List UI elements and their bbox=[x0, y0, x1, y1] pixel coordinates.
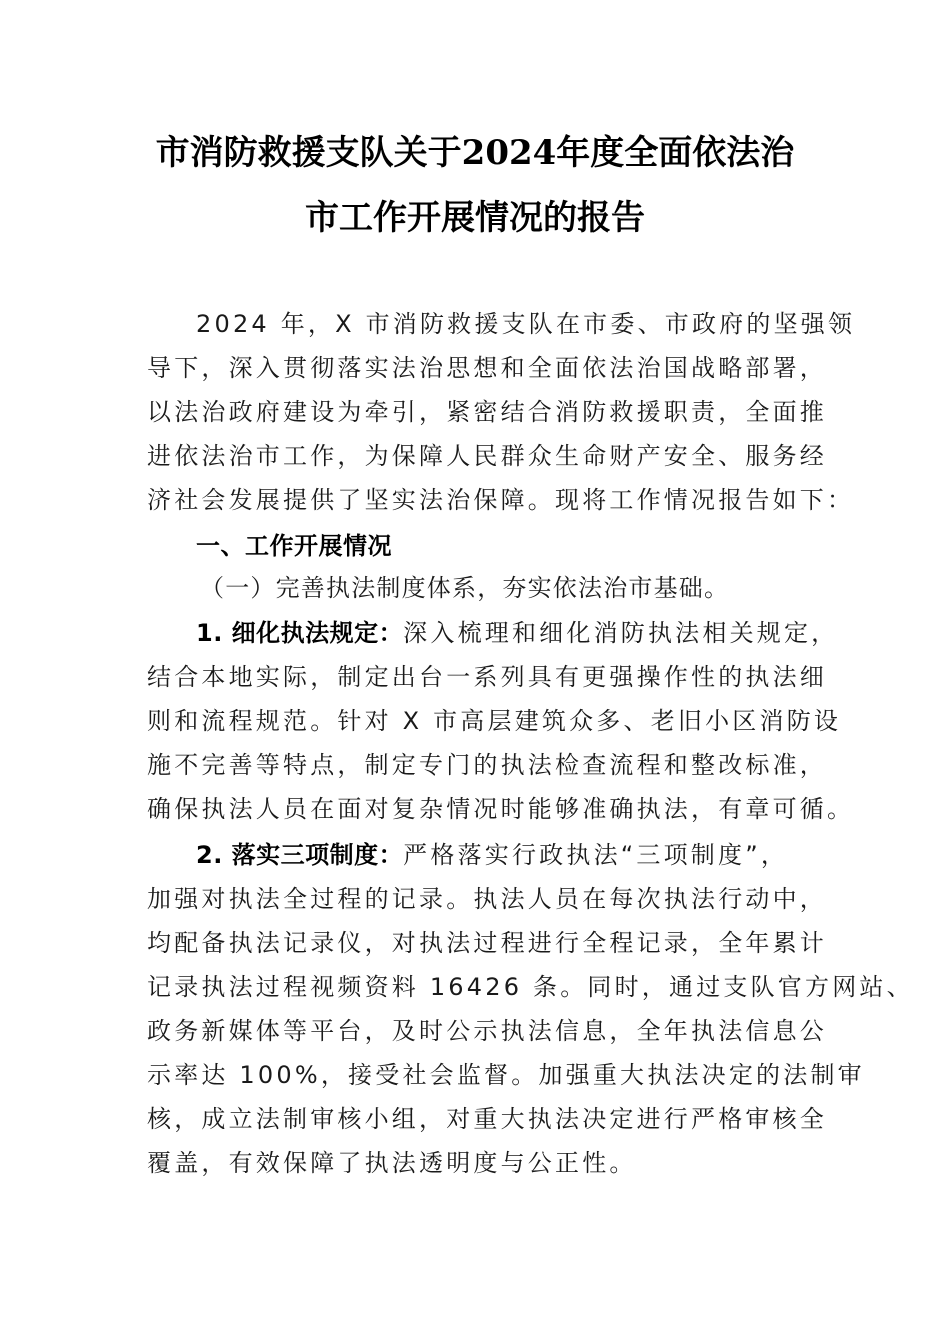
item-2-line-4: 记录执法过程视频资料 16426 条。同时，通过支队官方网站、 bbox=[147, 973, 914, 1001]
item-2-label: 2. 落实三项制度： bbox=[196, 841, 404, 869]
item-2-line-6: 示率达 100%，接受社会监督。加强重大执法决定的法制审 bbox=[147, 1061, 865, 1089]
item-2-line-8: 覆盖，有效保障了执法透明度与公正性。 bbox=[147, 1149, 637, 1177]
subsection-heading: （一）完善执法制度体系，夯实依法治市基础。 bbox=[200, 574, 730, 602]
item-2-line-2: 加强对执法全过程的记录。执法人员在每次执法行动中， bbox=[147, 885, 827, 913]
intro-paragraph-line-2: 导下，深入贯彻落实法治思想和全面依法治国战略部署， bbox=[147, 354, 827, 382]
item-2-first-line-text: 严格落实行政执法“三项制度”， bbox=[403, 841, 789, 869]
item-1-first-line bbox=[196, 618, 886, 648]
document-title-line-1: 市消防救援支队关于2024年度全面依法治 bbox=[155, 133, 795, 173]
intro-paragraph-line-1: 2024 年，X 市消防救援支队在市委、市政府的坚强领 bbox=[196, 310, 856, 338]
document-title-line-2: 市工作开展情况的报告 bbox=[305, 198, 645, 238]
item-2-line-3: 均配备执法记录仪，对执法过程进行全程记录，全年累计 bbox=[147, 929, 827, 957]
item-2-line-7: 核，成立法制审核小组，对重大执法决定进行严格审核全 bbox=[147, 1105, 827, 1133]
item-1-first-line-text: 深入梳理和细化消防执法相关规定， bbox=[403, 619, 839, 647]
intro-paragraph-line-3: 以法治政府建设为牵引，紧密结合消防救援职责，全面推 bbox=[147, 398, 827, 426]
item-1-line-2: 结合本地实际，制定出台一系列具有更强操作性的执法细 bbox=[147, 663, 827, 691]
item-1-line-3: 则和流程规范。针对 X 市高层建筑众多、老旧小区消防设 bbox=[147, 707, 842, 735]
intro-paragraph-line-5: 济社会发展提供了坚实法治保障。现将工作情况报告如下： bbox=[147, 486, 855, 514]
section-heading: 一、工作开展情况 bbox=[196, 532, 392, 560]
item-1-line-5: 确保执法人员在面对复杂情况时能够准确执法，有章可循。 bbox=[147, 795, 855, 823]
item-1-label: 1. 细化执法规定： bbox=[196, 619, 404, 647]
intro-paragraph-line-4: 进依法治市工作，为保障人民群众生命财产安全、服务经 bbox=[147, 442, 827, 470]
item-2-line-5: 政务新媒体等平台，及时公示执法信息，全年执法信息公 bbox=[147, 1017, 827, 1045]
item-1-line-4: 施不完善等特点，制定专门的执法检查流程和整改标准， bbox=[147, 751, 827, 779]
item-2-first-line bbox=[196, 840, 886, 870]
